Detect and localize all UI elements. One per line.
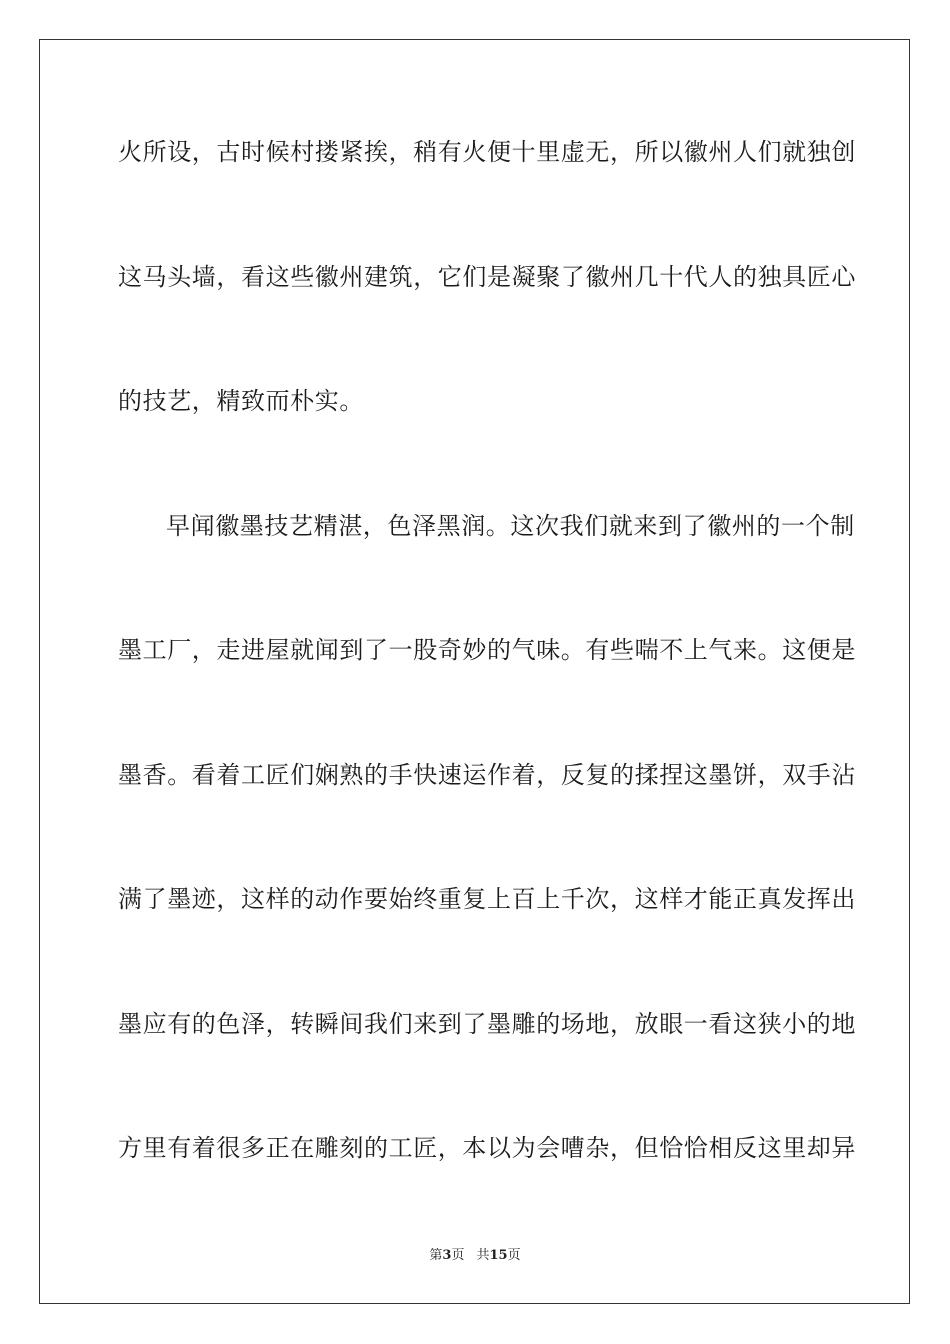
- page-prefix: 第: [429, 1248, 443, 1263]
- text-line-8: 墨应有的色泽，转瞬间我们来到了墨雕的场地，放眼一看这狭小的地: [118, 1010, 856, 1038]
- text-line-5: 墨工厂，走进屋就闻到了一股奇妙的气味。有些喘不上气来。这便是: [118, 636, 856, 664]
- page-suffix: 页: [451, 1248, 465, 1263]
- text-line-3: 的技艺，精致而朴实。: [118, 387, 364, 415]
- total-prefix: 共: [476, 1248, 490, 1263]
- text-line-7: 满了墨迹，这样的动作要始终重复上百上千次，这样才能正真发挥出: [118, 885, 856, 913]
- text-line-1: 火所设，古时候村搂紧挨，稍有火便十里虚无，所以徽州人们就独创: [118, 138, 856, 166]
- text-line-4: 早闻徽墨技艺精湛，色泽黑润。这次我们就来到了徽州的一个制: [166, 512, 855, 540]
- total-pages: 15: [489, 1248, 508, 1263]
- page-border: [39, 39, 910, 1304]
- page-number: 3: [442, 1248, 452, 1263]
- page-footer: [0, 1247, 950, 1265]
- text-line-6: 墨香。看着工匠们娴熟的手快速运作着，反复的揉捏这墨饼，双手沾: [118, 761, 856, 789]
- text-line-9: 方里有着很多正在雕刻的工匠，本以为会嘈杂，但恰恰相反这里却异: [118, 1134, 856, 1162]
- text-line-2: 这马头墙，看这些徽州建筑，它们是凝聚了徽州几十代人的独具匠心: [118, 263, 856, 291]
- total-suffix: 页: [507, 1248, 521, 1263]
